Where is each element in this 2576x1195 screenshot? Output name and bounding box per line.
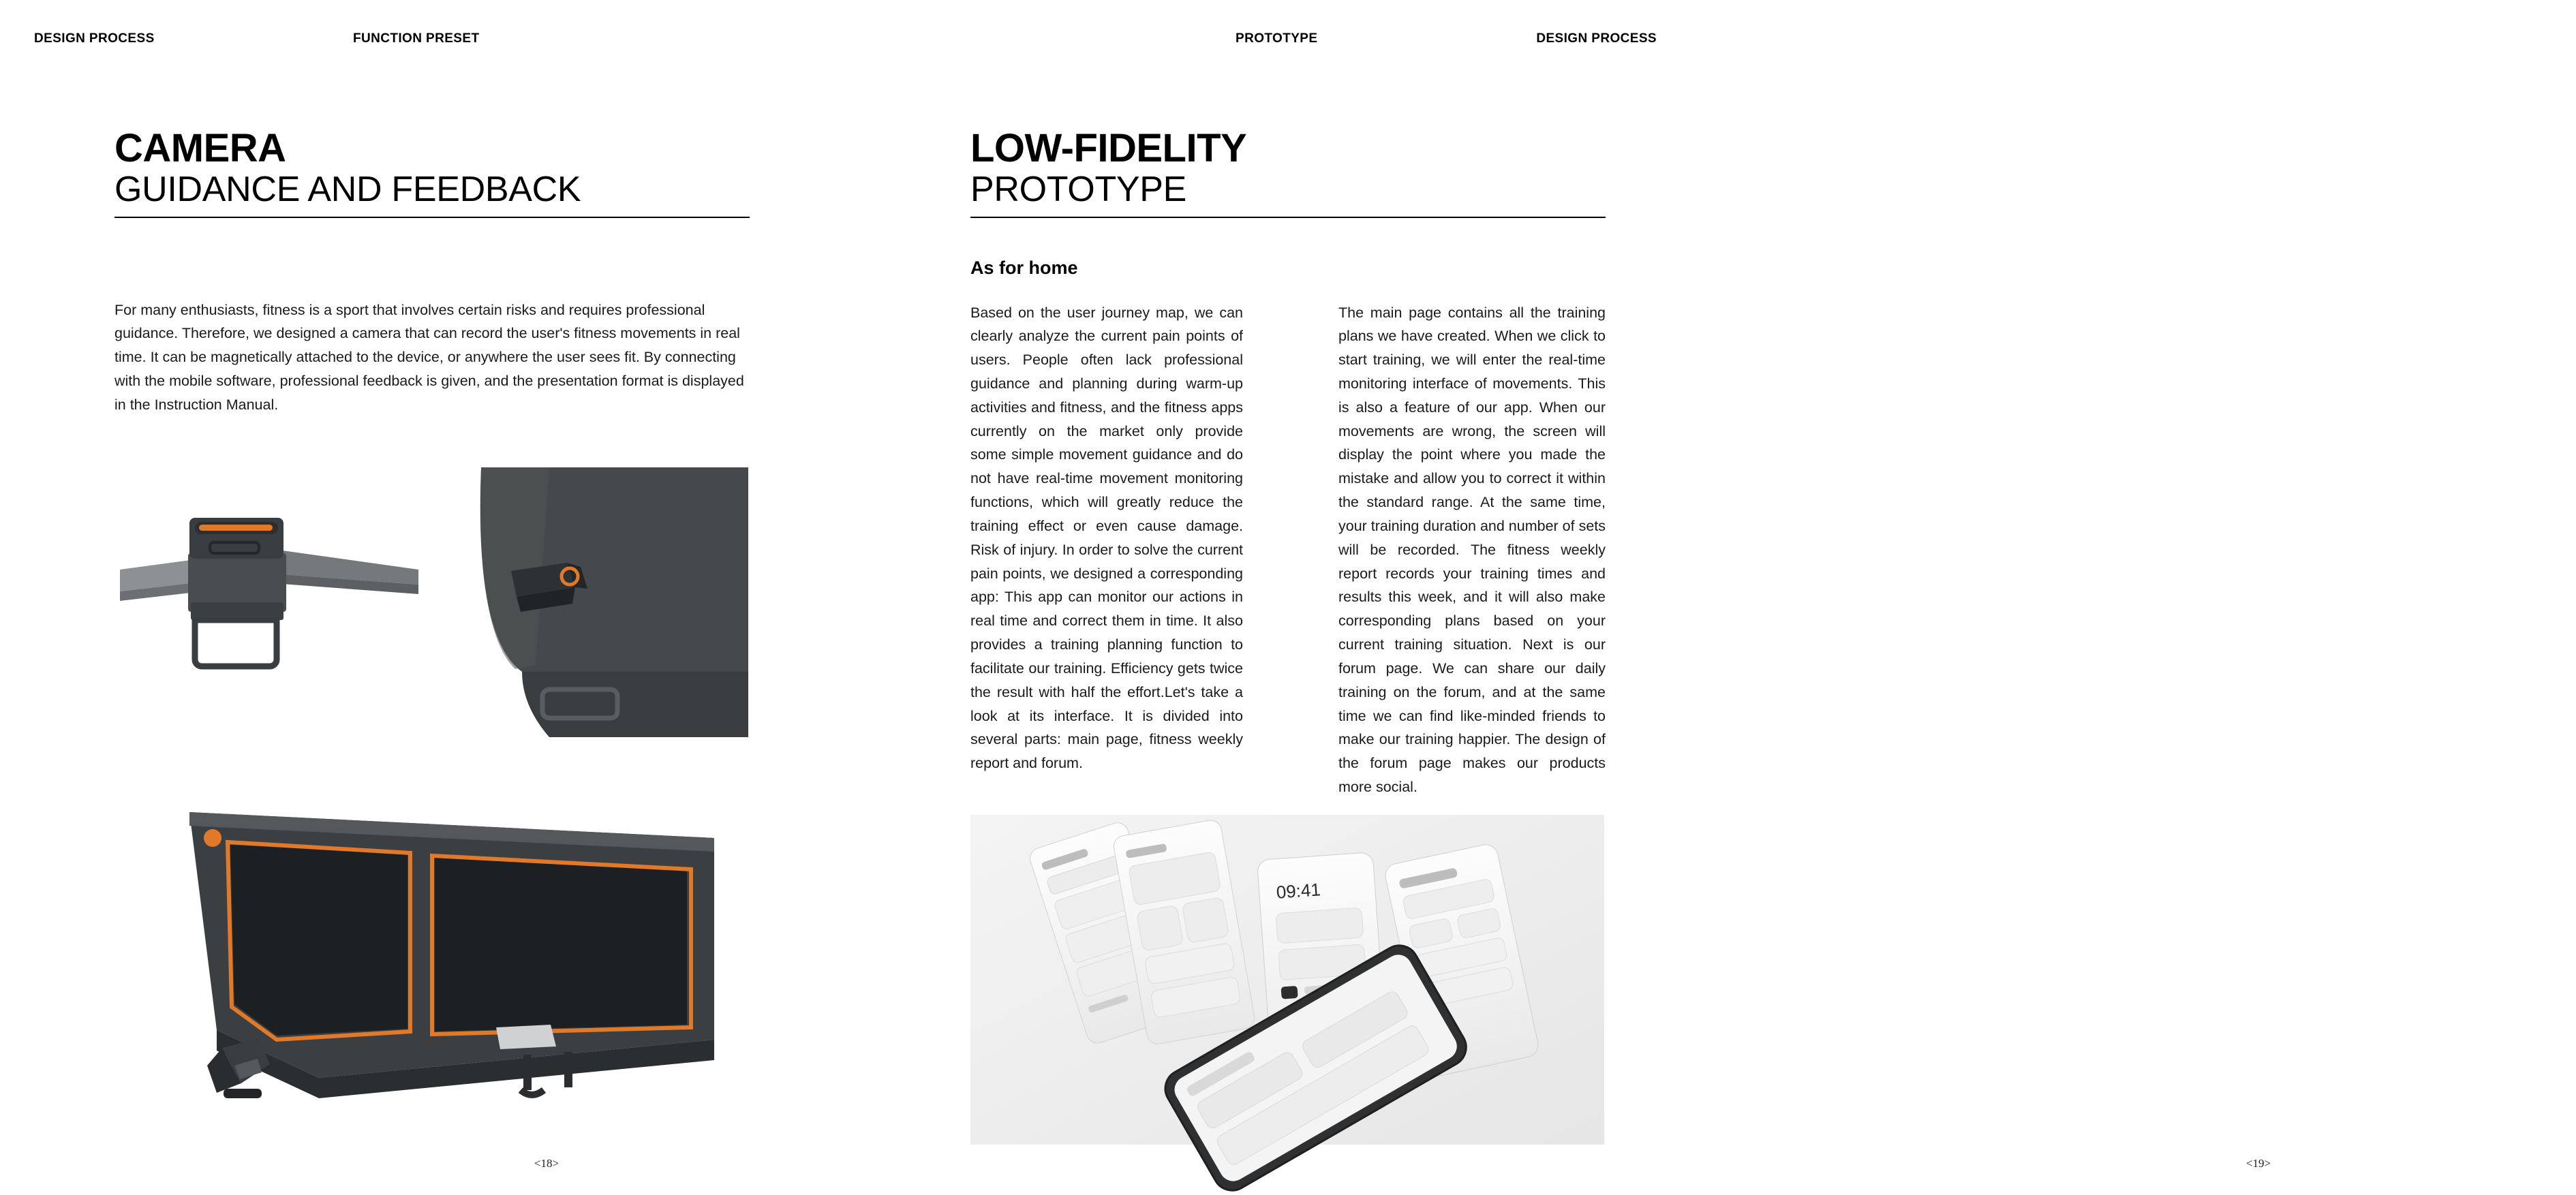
folio-right: <19> [2245,1157,2271,1170]
folio-left: <18> [534,1157,559,1170]
title-divider [114,217,750,218]
image-machine-chassis [114,758,748,1127]
left-body-paragraph: For many enthusiasts, fitness is a sport that involves certain risks and requires professional guidance. Therefore, we designed a camera that can record the user's fitness movements in real time. It can be magnetically attached to the device, or anywhere the user sees fit. By connecting with the mobile software, professional feedback is given, and the presentation format is displayed in the Instruction Manual. [114,301,744,413]
page-title: CAMERA [114,126,286,170]
right-column-one: Based on the user journey map, we can clearly analyze the current pain points of users. People often lack professional guidance and planning during warm-up activities and fitness, and the fitness apps currently on the market only provide some simple movement guidance and do not have real-time movement monitoring functions, which will greatly reduce the training effect or even cause damage. Risk of injury. In order to solve the current pain points, we designed a corresponding app: This app can monitor our actions in real time and correct them in time. It also provides a training planning function to facilitate our training. Efficiency gets twice the result with half the effort.Let's take a look at its interface. It is divided into several parts: main page, fitness weekly report and forum. [970,304,1243,772]
image-lowfi-prototype-screens [970,815,1604,1145]
header-item-design-process-left: DESIGN PROCESS [34,31,155,46]
header-item-design-process-right: DESIGN PROCESS [1536,31,1657,46]
section-heading-as-for-home: As for home [970,258,1078,278]
page-title-right: LOW-FIDELITY [970,126,1247,170]
image-camera-on-rail [114,467,423,737]
page-subtitle: GUIDANCE AND FEEDBACK [114,170,581,210]
page-subtitle-right: PROTOTYPE [970,170,1187,210]
image-camera-clip-detail [440,467,748,737]
title-divider-right [970,217,1606,218]
header-item-prototype: PROTOTYPE [1236,31,1318,46]
right-page [970,0,2271,1195]
prototype-time-label: 09:41 [1275,879,1321,903]
right-page-title-block [970,128,1606,218]
left-page [114,0,750,1195]
header-item-function-preset: FUNCTION PRESET [353,31,480,46]
right-column-two: The main page contains all the training plans we have created. When we click to start training, we will enter the real-time monitoring interface of movements. This is also a feature of our app. When our movements are wrong, the screen will display the point where you made the mistake and allow you to correct it within the standard range. At the same time, your training duration and number of sets will be recorded. The fitness weekly report records your training times and results this week, and it will also make corresponding plans based on your current training situation. Next is our forum page. We can share our daily training on the forum, and at the same time we can find like-minded friends to make our training happier. The design of the forum page makes our products more social. [1338,304,1606,796]
left-page-title-block [114,128,750,218]
